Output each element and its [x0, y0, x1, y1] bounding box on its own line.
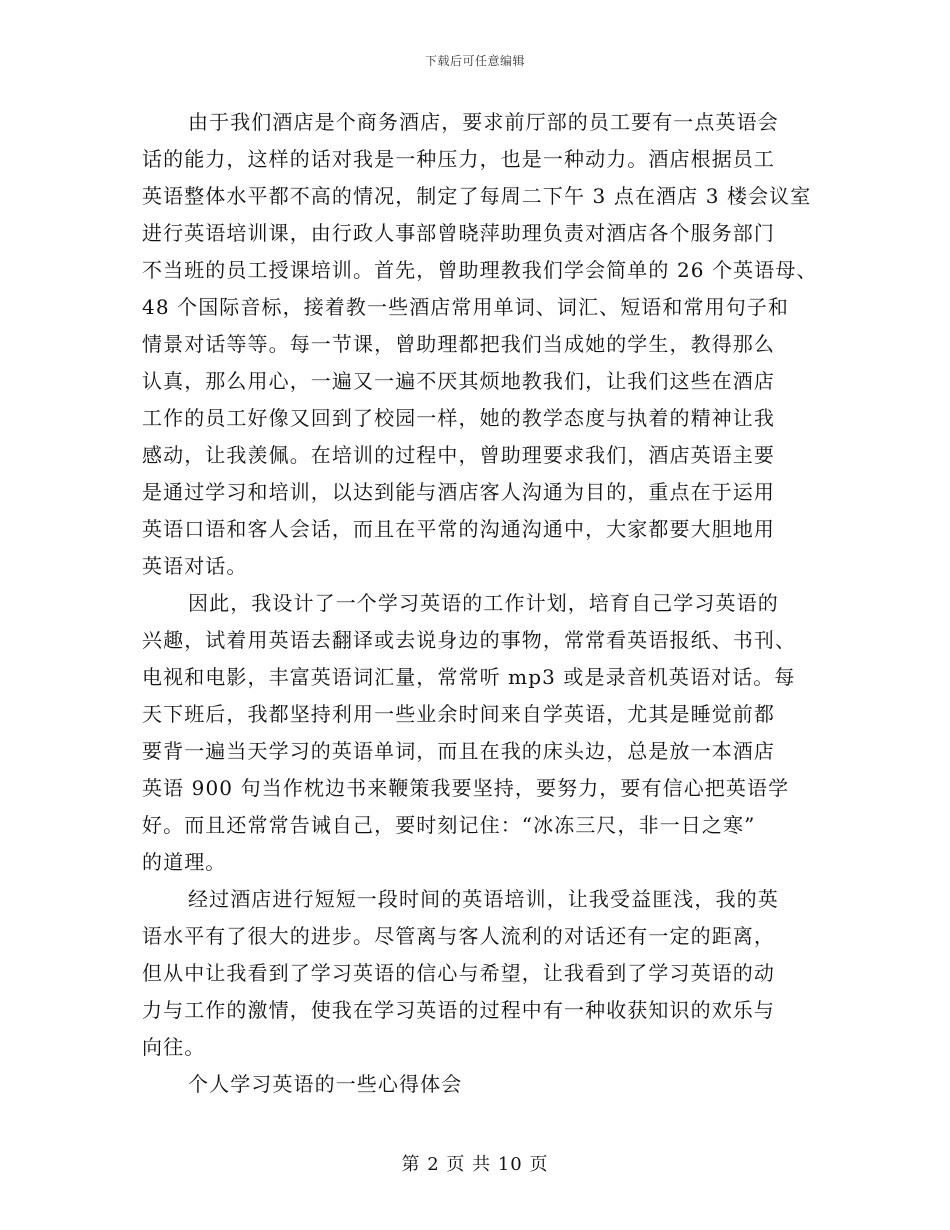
paragraph-line: 感动，让我羡佩。在培训的过程中，曾助理要求我们，酒店英语主要 [142, 443, 775, 467]
paragraph-line: 英语整体水平都不高的情况，制定了每周二下午 3 点在酒店 3 楼会议室 [142, 184, 812, 208]
paragraph-line: 情景对话等等。每一节课，曾助理都把我们当成她的学生，教得那么 [142, 332, 775, 356]
page-number: 第 2 页 共 10 页 [401, 1154, 549, 1175]
paragraph-line: 天下班后，我都坚持利用一些业余时间来自学英语，尤其是睡觉前都 [142, 702, 775, 726]
paragraph-line: 但从中让我看到了学习英语的信心与希望，让我看到了学习英语的动 [142, 961, 775, 985]
paragraph-line: 好。而且还常常告诫自己，要时刻记住：“冰冻三尺，非一日之寒” [142, 813, 756, 837]
paragraph-line: 话的能力，这样的话对我是一种压力，也是一种动力。酒店根据员工 [142, 147, 775, 171]
paragraph-line: 兴趣，试着用英语去翻译或去说身边的事物，常常看英语报纸、书刊、 [142, 628, 797, 652]
document-body [142, 104, 818, 1103]
paragraph-line: 英语口语和客人会话，而且在平常的沟通沟通中，大家都要大胆地用 [142, 517, 775, 541]
paragraph-line: 英语 900 句当作枕边书来鞭策我要坚持，要努力，要有信心把英语学 [142, 776, 790, 800]
page-header: 下载后可任意编辑 [424, 54, 525, 68]
paragraph-line: 认真，那么用心，一遍又一遍不厌其烦地教我们，让我们这些在酒店 [142, 369, 775, 393]
paragraph-line: 是通过学习和培训，以达到能与酒店客人沟通为目的，重点在于运用 [142, 480, 775, 504]
paragraph-line: 电视和电影，丰富英语词汇量，常常听 mp3 或是录音机英语对话。每 [142, 665, 796, 689]
section-heading: 个人学习英语的一些心得体会 [188, 1072, 463, 1096]
paragraph-line: 不当班的员工授课培训。首先，曾助理教我们学会简单的 26 个英语母、 [142, 258, 818, 282]
paragraph-line: 工作的员工好像又回到了校园一样，她的教学态度与执着的精神让我 [142, 406, 775, 430]
paragraph-line: 48 个国际音标，接着教一些酒店常用单词、词汇、短语和常用句子和 [142, 295, 790, 319]
paragraph-line: 向往。 [142, 1035, 206, 1059]
paragraph-line: 因此，我设计了一个学习英语的工作计划，培育自己学习英语的 [188, 591, 779, 615]
paragraph-line: 经过酒店进行短短一段时间的英语培训，让我受益匪浅，我的英 [188, 887, 779, 911]
paragraph-line: 力与工作的激情，使我在学习英语的过程中有一种收获知识的欢乐与 [142, 998, 775, 1022]
paragraph-line: 的道理。 [142, 850, 227, 874]
paragraph-line: 要背一遍当天学习的英语单词，而且在我的床头边，总是放一本酒店 [142, 739, 775, 763]
paragraph-line: 进行英语培训课，由行政人事部曾晓萍助理负责对酒店各个服务部门 [142, 221, 775, 245]
paragraph-line: 英语对话。 [142, 554, 248, 578]
paragraph-line: 语水平有了很大的进步。尽管离与客人流利的对话还有一定的距离， [142, 924, 775, 948]
paragraph-line: 由于我们酒店是个商务酒店，要求前厅部的员工要有一点英语会 [188, 110, 779, 134]
